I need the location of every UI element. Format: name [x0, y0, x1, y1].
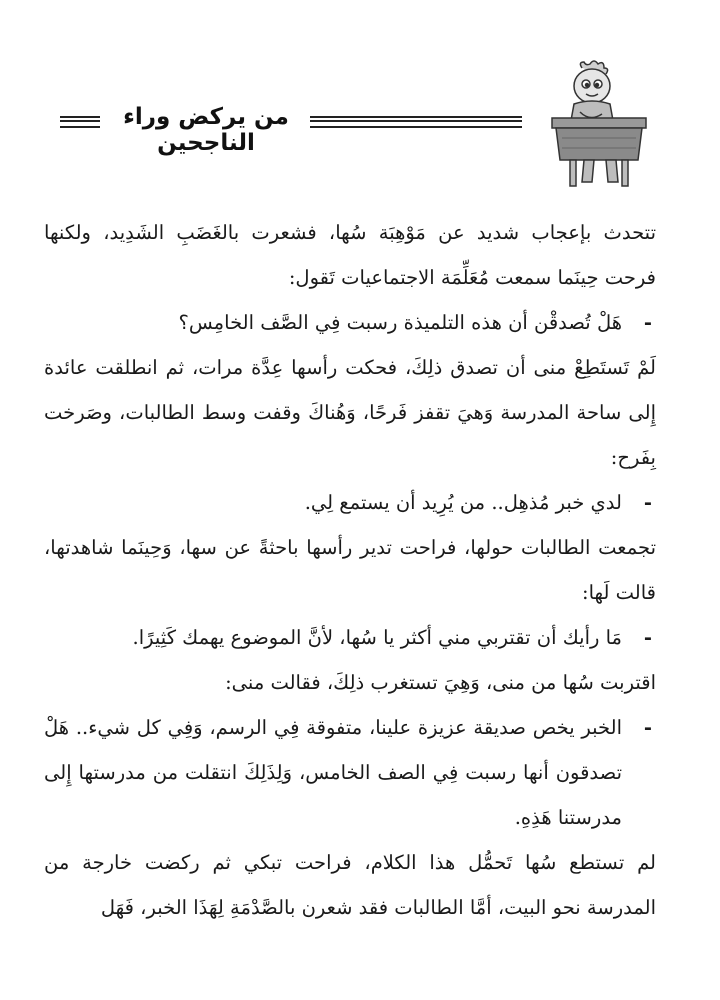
student-head [574, 61, 610, 103]
dialogue-line [44, 480, 656, 525]
dialogue-dash: - [643, 311, 652, 334]
chapter-title: من يركض وراء الناجحين [123, 104, 289, 156]
student-at-desk-illustration [510, 60, 670, 190]
paragraph: لم تستطع سُها تَحمُّل هذا الكلام، فراحت تبكي ثم ركضت خارجة من المدرسة نحو البيت، أمَّا الطالبات فقد شعرن بالصَّدْمَةِ لِهَذَا الخبر، فَهَل [44, 851, 656, 919]
paragraph: لَمْ تَستَطِعْ منى أن تصدق ذلِكَ، فحكت رأسها عِدَّة مرات، ثم انطلقت عائدة إِلى ساحة المدرسة وَهيَ تقفز فَرحًا، وَهُناكَ وقفت وسط الطالبات، وصَرخت بِفَرح: [44, 356, 656, 469]
paragraph: تتحدث بإعجاب شديد عن مَوْهِبَة سُها، فشعرت بالغَضَبِ الشَدِيد، ولكنها فرحت حِينَما سمعت مُعَلِّمَة الاجتماعيات تَقول: [44, 221, 656, 289]
dialogue-dash: - [643, 716, 652, 739]
dialogue-line [44, 705, 656, 840]
story-body [44, 210, 656, 930]
title-rule-left [60, 116, 100, 128]
dialogue-line [44, 300, 656, 345]
dialogue-text: الخبر يخص صديقة عزيزة علينا، متفوقة فِي الرسم، وَفِي كل شيء.. هَلْ تصدقون أنها رسبت فِي الصف الخامس، وَلِذَلِكَ انتقلت من مدرستها إِلى مدرستنا هَذِهِ. [44, 716, 622, 829]
desk-front [556, 128, 642, 160]
desk-legs [570, 160, 628, 186]
chapter-header [40, 60, 680, 190]
dialogue-dash: - [643, 491, 652, 514]
dialogue-text: هَلْ تُصدقْن أن هذه التلميذة رسبت فِي الصَّف الخامِس؟ [178, 311, 622, 334]
paragraph: اقتربت سُها من منى، وَهِيَ تستغرب ذلِكَ، فقالت منى: [225, 671, 656, 694]
dialogue-line [44, 615, 656, 660]
dialogue-text: مَا رأيك أن تقتربي مني أكثر يا سُها، لأنَّ الموضوع يهمك كَثِيرًا. [132, 626, 622, 649]
dialogue-text: لدي خبر مُذهِل.. من يُرِيد أن يستمع لِي. [304, 491, 622, 514]
paragraph: تجمعت الطالبات حولها، فراحت تدير رأسها باحثةً عن سها، وَحِينَما شاهدتها، قالت لَها: [44, 536, 656, 604]
desk-top [552, 118, 646, 128]
dialogue-dash: - [643, 626, 652, 649]
title-rule-right [310, 116, 522, 128]
